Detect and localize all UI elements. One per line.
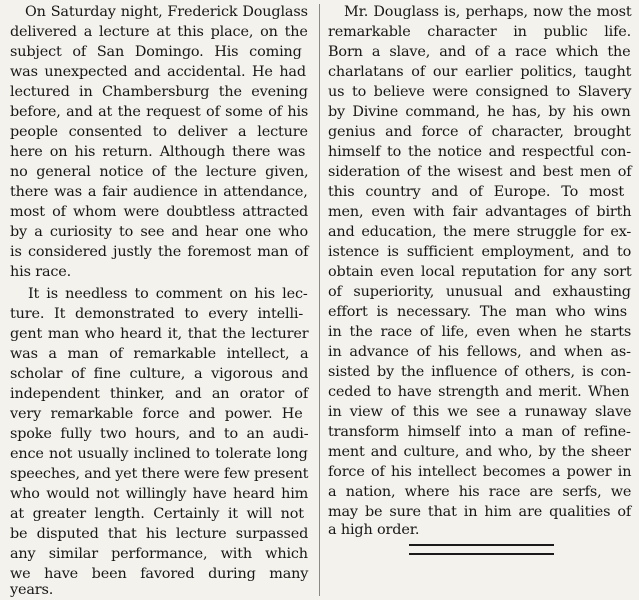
text-line: obtain even local reputation for any sort [328, 264, 632, 280]
text-line: this country and of Europe. To most [328, 184, 625, 200]
text-line: lectured in Chambersburg the evening [10, 84, 308, 100]
text-line: we have been favored during many [10, 566, 309, 582]
text-line: in view of this we see a runaway slave [328, 404, 632, 420]
column-divider [319, 4, 320, 596]
text-line: sisted by the influence of others, is con- [328, 364, 631, 380]
text-line: delivered a lecture at this place, on the [10, 24, 308, 40]
text-line: a high order. [328, 522, 420, 538]
text-line: here on his return. Although there was [10, 144, 306, 160]
text-line: istence is sufficient employment, and to [328, 244, 632, 260]
text-line: gent man who heard it, that the lecturer [10, 326, 309, 342]
text-line: ment and culture, and who, by the sheer [328, 444, 631, 460]
text-line: be disputed that his lecture surpassed [10, 526, 309, 542]
text-line: independent thinker, and an orator of [10, 386, 309, 402]
text-line: before, and at the request of some of his [10, 104, 309, 120]
text-line: ture. It demonstrated to every intelli- [10, 306, 304, 322]
text-line: in the race of life, even when he starts [328, 324, 632, 340]
section-divider-rule [409, 544, 554, 555]
text-line: ence not usually inclined to tolerate long [10, 446, 308, 462]
text-line: there was a fair audience in attendance, [10, 184, 308, 200]
text-line: most of whom were doubtless attracted [10, 204, 309, 220]
text-line: sideration of the wisest and best men of [328, 164, 632, 180]
text-line: ceded to have strength and merit. When [328, 384, 630, 400]
text-line: scholar of fine culture, a vigorous and [10, 366, 309, 382]
text-line: in advance of his fellows, and when as- [328, 344, 631, 360]
text-line: and education, the mere struggle for ex- [328, 224, 632, 240]
text-line: himself to the notice and respectful con- [328, 144, 632, 160]
text-line: very remarkable force and power. He [10, 406, 303, 422]
text-line: force of his intellect becomes a power in [328, 464, 632, 480]
left-column [0, 0, 318, 600]
text-line: subject of San Domingo. His coming [10, 44, 302, 60]
text-line: effort is necessary. The man who wins [328, 304, 628, 320]
text-line: any similar performance, with which [10, 546, 308, 562]
text-line: at greater length. Certainly it will not [10, 506, 304, 522]
text-line: by a curiosity to see and hear one who [10, 224, 309, 240]
text-line: of superiority, unusual and exhausting [328, 284, 631, 300]
text-line: people consented to deliver a lecture [10, 124, 308, 140]
text-line: was unexpected and accidental. He had [10, 64, 306, 80]
text-line: speeches, and yet there were few present [10, 466, 309, 482]
text-line: Mr. Douglass is, perhaps, now the most [344, 4, 632, 20]
right-column [324, 0, 639, 600]
text-line: no general notice of the lecture given, [10, 164, 309, 180]
text-line: us to believe were consigned to Slavery [328, 84, 632, 100]
text-line: remarkable character in public life. [328, 24, 632, 40]
text-line: was a man of remarkable intellect, a [10, 346, 309, 362]
text-line: men, even with fair advantages of birth [328, 204, 632, 220]
text-line: It is needless to comment on his lec- [28, 286, 308, 302]
text-line: genius and force of character, brought [328, 124, 631, 140]
text-line: years. [10, 582, 54, 598]
text-line: a nation, where his race are serfs, we [328, 484, 632, 500]
text-line: spoke fully two hours, and to an audi- [10, 426, 309, 442]
text-line: may be sure that in him are qualities of [328, 504, 632, 520]
text-line: charlatans of our earlier politics, taught [328, 64, 632, 80]
text-line: is considered justly the foremost man of [10, 244, 309, 260]
text-line: Born a slave, and of a race which the [328, 44, 631, 60]
text-line: who would not willingly have heard him [10, 486, 309, 502]
text-line: by Divine command, he has, by his own [328, 104, 631, 120]
text-line: On Saturday night, Frederick Douglass [25, 4, 308, 20]
text-line: his race. [10, 264, 72, 280]
text-line: transform himself into a man of refine- [328, 424, 631, 440]
